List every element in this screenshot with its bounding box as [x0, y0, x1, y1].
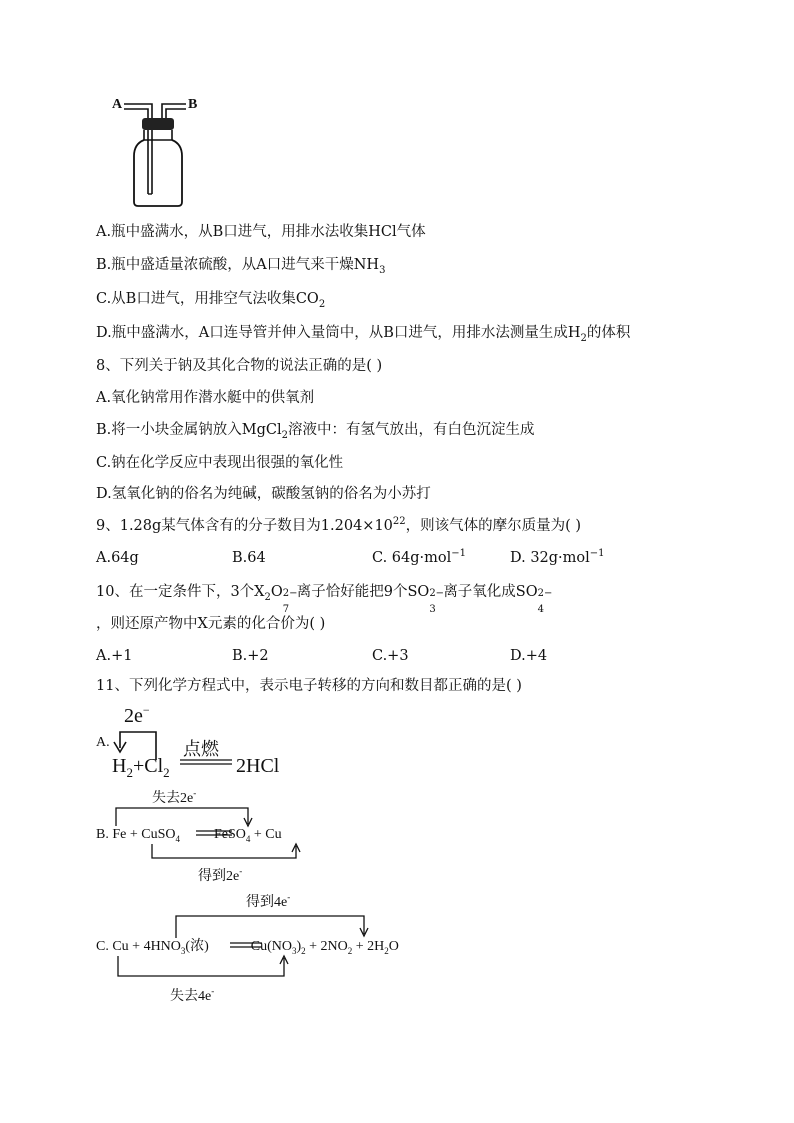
q9-option-c: C. 64g·mol$^{-1}$ [372, 548, 467, 566]
q8-stem: 8、下列关于钠及其化合物的说法正确的是( ) [96, 358, 383, 374]
q8-option-c: C.钠在化学反应中表现出很强的氧化性 [96, 455, 344, 471]
q11-b-bottom: 得到2e- [198, 866, 243, 884]
q10-option-d: D.+4 [510, 648, 548, 664]
q11-stem: 11、下列化学方程式中，表示电子转移的方向和数目都正确的是( ) [96, 678, 522, 694]
gas-bottle-diagram [0, 0, 794, 220]
q7-option-b: B.瓶中盛适量浓硫酸，从A口进气来干燥$NH_3$ [96, 257, 386, 276]
q10-option-a: A.+1 [96, 648, 133, 664]
q11-c-top: 得到4e- [246, 892, 291, 910]
q11-b-top: 失去2e- [152, 788, 197, 806]
bottle-label-b: B [188, 97, 198, 112]
q10-option-b: B.+2 [232, 648, 269, 664]
q8-option-d: D.氢氧化钠的俗名为纯碱，碳酸氢钠的俗名为小苏打 [96, 486, 431, 502]
q8-option-b: B.将一小块金属钠放入MgCl$_2$溶液中：有氢气放出，有白色沉淀生成 [96, 422, 535, 441]
q11-a-product: 2HCl [236, 755, 280, 777]
q11-a-h2: $H_2+Cl_2$ [112, 755, 170, 780]
q8-option-a: A.氧化钠常用作潜水艇中的供氧剂 [96, 390, 315, 406]
q10-stem: 10、在一定条件下，3个$X_2O$ 2− 7 离子恰好能把9个SO 2− 3 离子氧化成SO 2− 4 [96, 584, 553, 615]
bottle-label-a: A [112, 97, 123, 112]
q11-a-electron: 2e− [124, 703, 150, 727]
q7-option-a: A.瓶中盛满水，从B口进气，用排水法收集HCl气体 [96, 224, 426, 240]
q9-option-a: A.64g [96, 550, 139, 566]
q7-option-d: D.瓶中盛满水，A口连导管并伸入量筒中，从B口进气，用排水法测量生成$H_2$的体积 [96, 325, 631, 344]
q11-a-label: A. [96, 735, 110, 750]
q11-c-equation: C. $Cu + 4HNO_3$(浓) $Cu(NO_3)_2 + 2NO_2 + 2H_2O$ [96, 939, 399, 956]
q9-option-d: D. 32g·mol$^{-1}$ [510, 548, 605, 566]
q9-option-b: B.64 [232, 550, 266, 566]
q7-option-c: C.从B口进气，用排空气法收集$CO_2$ [96, 291, 326, 310]
q10-option-c: C.+3 [372, 648, 409, 664]
q11-b-equation: B. Fe + CuSO$_4$ FeSO$_4$ + Cu [96, 827, 282, 844]
q10-stem-cont: ，则还原产物中X元素的化合价为( ) [96, 616, 326, 632]
q11-c-bottom: 失去4e- [170, 986, 215, 1004]
q9-stem: 9、1.28g某气体含有的分子数目为$1.204\times 10^{22}$，则该气体的摩尔质量为( ) [96, 516, 582, 534]
q11-a-condition: 点燃 [183, 739, 219, 759]
